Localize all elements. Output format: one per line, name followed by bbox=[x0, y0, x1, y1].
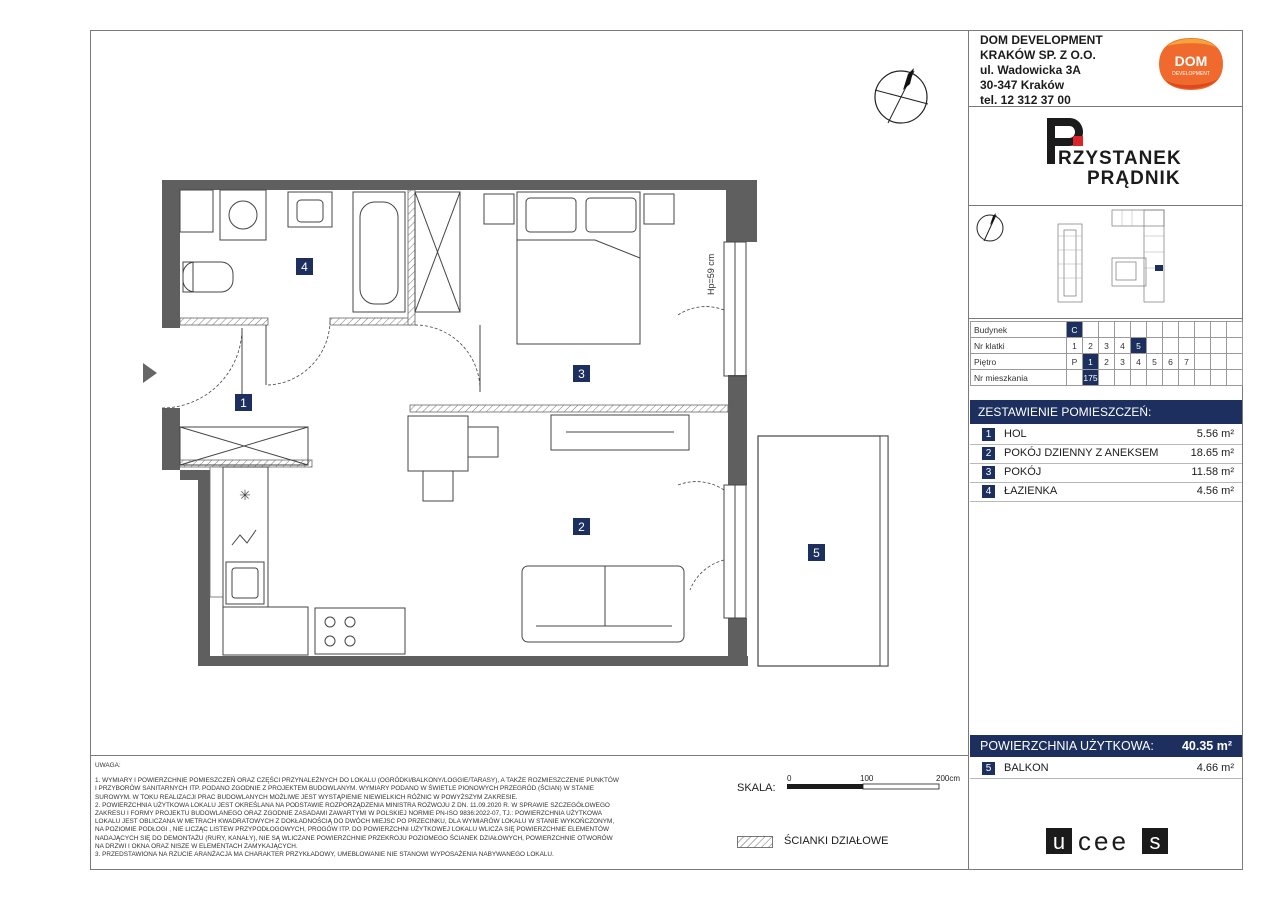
building-info-table bbox=[970, 321, 1243, 386]
building-table-cell bbox=[1147, 370, 1163, 386]
building-table-cell: 4 bbox=[1131, 354, 1147, 370]
project-name-line1: RZYSTANEK bbox=[1058, 148, 1182, 169]
building-table-cell bbox=[1147, 322, 1163, 338]
svg-text:u: u bbox=[1052, 829, 1066, 854]
rooms-header: ZESTAWIENIE POMIESZCZEŃ: bbox=[970, 400, 1242, 424]
building-table-cell bbox=[1099, 322, 1115, 338]
note-line: 1. WYMIARY I POWIERZCHNIE POMIESZCZEŃ ORAZ CZĘŚCI PRZYNALEŻNYCH DO LOKALU (OGRÓDKI/BALKONY/LOGGIE/TARASY), A TAKŻE ROZMIESZCZENIE PUNKTÓW bbox=[95, 777, 619, 785]
building-table-cell: 4 bbox=[1115, 338, 1131, 354]
building-table-cell: 1 bbox=[1067, 338, 1083, 354]
building-table-cell bbox=[1147, 338, 1163, 354]
building-table-cell bbox=[1099, 370, 1115, 386]
building-table-cell bbox=[1131, 322, 1147, 338]
building-table-cell bbox=[1163, 322, 1179, 338]
partition-hatch-icon bbox=[737, 836, 773, 848]
keyplan-divider bbox=[968, 318, 1243, 319]
floor-plan bbox=[90, 30, 968, 755]
building-table-cell bbox=[1163, 370, 1179, 386]
building-table-cell bbox=[1227, 338, 1243, 354]
partition-walls bbox=[180, 190, 728, 597]
note-line: NADAJĄCYCH SIĘ DO DEMONTAŻU (RURY, KANAŁY), NIE SĄ WLICZANE POWIERZCHNIE PRZEKROJU POZIOMEGO ŚCIANEK DZIAŁOWYCH, POWIERZCHNIE OTWORÓW bbox=[95, 834, 613, 842]
legend-label: ŚCIANKI DZIAŁOWE bbox=[784, 835, 889, 847]
door-swings bbox=[162, 307, 724, 590]
notes-title: UWAGA: bbox=[95, 762, 121, 769]
note-line: SUROWYM. W TOKU REALIZACJI PRAC BUDOWLANYCH MOŻLIWE JEST WYSTĄPIENIE NIEWIELKICH RÓŻNIC W POWYŻSZYM ZAKRESIE. bbox=[95, 793, 518, 801]
building-table-cell: 3 bbox=[1115, 354, 1131, 370]
building-table-cell bbox=[1211, 370, 1227, 386]
building-table-cell: 7 bbox=[1179, 354, 1195, 370]
building-table-row bbox=[971, 354, 1243, 370]
note-line: ZAKRESU I FORMY PROJEKTU BUDOWLANEGO ORAZ ZGODNIE ZASADAMI ZAWARTYMI W POLSKIEJ NORMIE PN-ISO 9836:2022-07, TJ.: POWIERZCHNIA UŻYTKOWA bbox=[95, 810, 603, 818]
title-block-divider bbox=[968, 30, 969, 870]
building-table-cell: 5 bbox=[1131, 338, 1147, 354]
project-name-line2: PRĄDNIK bbox=[1087, 168, 1181, 189]
notes-divider bbox=[90, 755, 968, 756]
przystanek-pradnik-logo bbox=[1045, 118, 1185, 194]
room-row: 2 POKÓJ DZIENNY Z ANEKSEM 18.65 m² bbox=[970, 444, 1242, 464]
building-table-cell bbox=[1195, 322, 1211, 338]
note-line: 3. PRZEDSTAWIONA NA RZUCIE ARANŻACJA MA CHARAKTER PRZYKŁADOWY, UMEBLOWANIE NIE STANOWI WYPOSAŻENIA NABYWANEGO LOKALU. bbox=[95, 851, 554, 859]
scale-label: SKALA: bbox=[737, 782, 776, 794]
building-table-cell bbox=[1211, 354, 1227, 370]
building-table-cell bbox=[1067, 370, 1083, 386]
building-table-cell: P bbox=[1067, 354, 1083, 370]
building-table-cell: 3 bbox=[1099, 338, 1115, 354]
total-area-bar bbox=[970, 735, 1242, 757]
scale-bar bbox=[737, 772, 967, 802]
building-table-label: Budynek bbox=[971, 322, 1067, 338]
building-table-cell bbox=[1211, 322, 1227, 338]
north-arrow-icon bbox=[875, 68, 928, 123]
building-table-cell bbox=[1163, 338, 1179, 354]
keyplan-north-icon bbox=[977, 213, 1003, 241]
building-table-cell bbox=[1227, 322, 1243, 338]
building-table-cell bbox=[1179, 322, 1195, 338]
svg-text:DOM: DOM bbox=[1174, 53, 1208, 69]
room-row: 3 POKÓJ 11.58 m² bbox=[970, 463, 1242, 483]
building-table-cell: 2 bbox=[1099, 354, 1115, 370]
ucees-logo bbox=[1046, 826, 1170, 858]
note-line: LOKALU JEST OBLICZANA W METRACH KWADRATOWYCH Z DOKŁADNOŚCIĄ DO DWÓCH MIEJSC PO PRZECINKU, DLA WYMIARÓW LOKALU W STANIE WYKOŃCZONYM, bbox=[95, 818, 615, 826]
bathroom-fixtures bbox=[180, 190, 460, 312]
apartment-location-marker bbox=[1155, 265, 1163, 271]
developer-name-1: DOM DEVELOPMENT bbox=[980, 33, 1103, 47]
room-badge-4: 4 bbox=[301, 260, 308, 274]
building-table-cell bbox=[1131, 370, 1147, 386]
building-table-cell bbox=[1211, 338, 1227, 354]
note-line: I PRZYBORÓW SANITARNYCH ITP. PODANO ZGODNIE Z PROJEKTEM BUDOWLANYM. WYMIARY PODANO W ŚWIETLE PIONOWYCH PRZEGRÓD (ŚCIAN) W STANIE bbox=[95, 785, 594, 793]
room-row: 4 ŁAZIENKA 4.56 m² bbox=[970, 482, 1242, 502]
building-table-row bbox=[971, 338, 1243, 354]
svg-text:cee: cee bbox=[1078, 826, 1129, 856]
building-table-row bbox=[971, 322, 1243, 338]
developer-info bbox=[980, 33, 1103, 108]
note-line: NA DRZWI I OKNA ORAZ NISZE W ELEMENTACH ZAMYKAJĄCYCH. bbox=[95, 842, 298, 850]
room-badge-5: 5 bbox=[813, 546, 820, 560]
building-table-label: Nr klatki bbox=[971, 338, 1067, 354]
note-line: 2. POWIERZCHNIA UŻYTKOWA LOKALU JEST OKREŚLANA NA PODSTAWIE ROZPORZĄDZENIA MINISTRA ROZWOJU Z DN. 11.09.2020 R. W SPRAWIE SZCZEGÓŁOWEGO bbox=[95, 801, 610, 809]
floor-plan-drawing bbox=[90, 30, 968, 755]
svg-text:s: s bbox=[1149, 829, 1161, 854]
building-table-cell bbox=[1083, 322, 1099, 338]
building-table-cell: 175 bbox=[1083, 370, 1099, 386]
ceiling-lamp-icon: ✳ bbox=[239, 488, 251, 504]
building-table-cell: C bbox=[1067, 322, 1083, 338]
building-table-cell: 5 bbox=[1147, 354, 1163, 370]
room-row: 1 HOL 5.56 m² bbox=[970, 425, 1242, 445]
developer-name-2: KRAKÓW SP. Z O.O. bbox=[980, 48, 1096, 62]
building-table-cell bbox=[1195, 338, 1211, 354]
svg-text:DEVELOPMENT: DEVELOPMENT bbox=[1172, 71, 1210, 77]
door-leaves bbox=[242, 325, 480, 408]
window-sill-height-label: Hp=59 cm bbox=[706, 253, 716, 295]
building-table-cell bbox=[1179, 338, 1195, 354]
room-badge-1: 1 bbox=[240, 396, 247, 410]
building-table-label: Nr mieszkania bbox=[971, 370, 1067, 386]
svg-text:100: 100 bbox=[860, 774, 874, 783]
developer-phone: tel. 12 312 37 00 bbox=[980, 93, 1071, 107]
developer-street: ul. Wadowicka 3A bbox=[980, 63, 1081, 77]
building-table-cell: 6 bbox=[1163, 354, 1179, 370]
svg-text:0: 0 bbox=[787, 774, 792, 783]
building-table-cell bbox=[1115, 370, 1131, 386]
developer-city: 30-347 Kraków bbox=[980, 78, 1065, 92]
entrance-arrow-icon bbox=[143, 363, 157, 383]
notes bbox=[95, 762, 715, 859]
building-table-cell: 1 bbox=[1083, 354, 1099, 370]
living-furniture bbox=[408, 415, 689, 642]
legend bbox=[737, 833, 967, 851]
building-table-row bbox=[971, 370, 1243, 386]
total-area-label: POWIERZCHNIA UŻYTKOWA: bbox=[980, 739, 1154, 753]
key-plan bbox=[972, 206, 1240, 316]
room-badge-3: 3 bbox=[578, 367, 585, 381]
building-table-cell bbox=[1227, 370, 1243, 386]
building-table-cell bbox=[1195, 370, 1211, 386]
building-table-cell bbox=[1227, 354, 1243, 370]
svg-text:200cm: 200cm bbox=[936, 774, 961, 783]
building-table-cell bbox=[1195, 354, 1211, 370]
building-table-label: Piętro bbox=[971, 354, 1067, 370]
building-table-cell: 2 bbox=[1083, 338, 1099, 354]
dom-development-logo bbox=[1157, 36, 1225, 92]
room-badge-2: 2 bbox=[578, 520, 585, 534]
balcony-row: 5 BALKON 4.66 m² bbox=[970, 759, 1242, 779]
building-table-cell bbox=[1179, 370, 1195, 386]
total-area-value: 40.35 m² bbox=[1181, 739, 1232, 753]
note-line: NA POZIOMIE PODŁOGI , NIE LICZĄC LISTEW PRZYPODŁOGOWYCH, PROGÓW ITP. DO POWIERZCHNI UŻYTKOWEJ LOKALU WLICZA SIĘ POWIERZCHNIE ELEMENTÓW bbox=[95, 826, 610, 834]
bedroom-furniture bbox=[484, 192, 674, 344]
building-table-cell bbox=[1115, 322, 1131, 338]
